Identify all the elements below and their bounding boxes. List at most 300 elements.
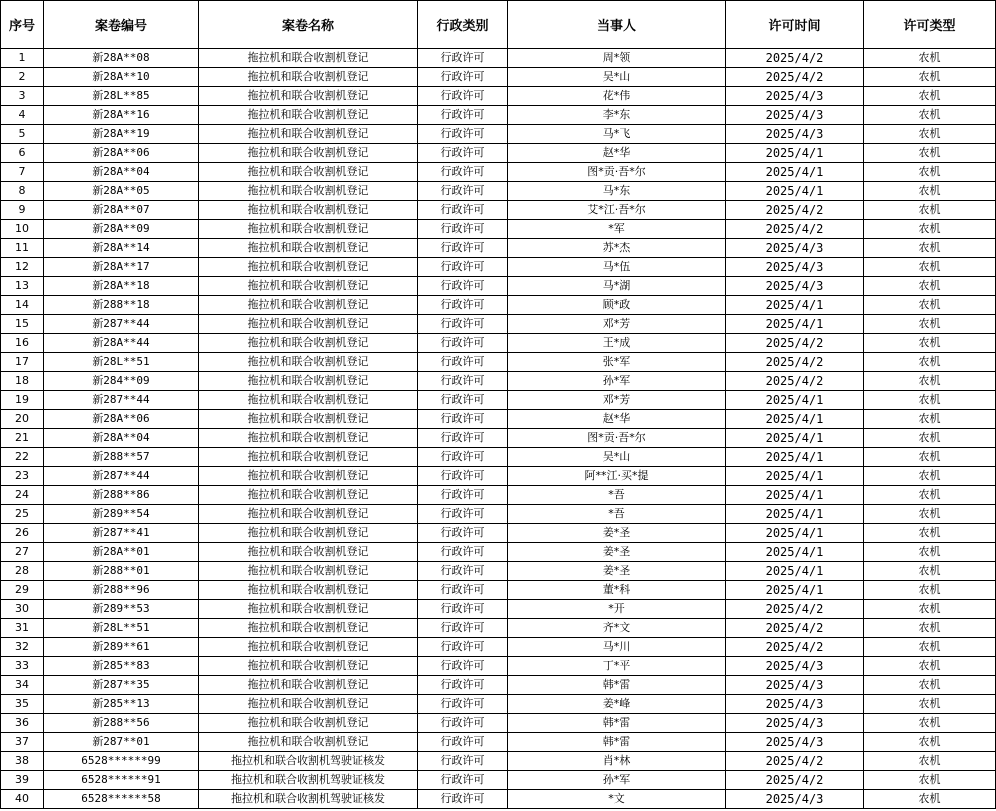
cell-index: 26 bbox=[1, 524, 44, 543]
cell-party: 丁*平 bbox=[508, 657, 726, 676]
cell-case-number: 新288**86 bbox=[44, 486, 199, 505]
table-row bbox=[1, 467, 996, 486]
cell-index: 18 bbox=[1, 372, 44, 391]
cell-permit-date: 2025/4/2 bbox=[726, 334, 864, 353]
cell-case-number: 新28A**19 bbox=[44, 125, 199, 144]
cell-party: 李*东 bbox=[508, 106, 726, 125]
cell-case-name: 拖拉机和联合收割机登记 bbox=[199, 68, 418, 87]
cell-case-number: 新289**53 bbox=[44, 600, 199, 619]
cell-case-number: 新284**09 bbox=[44, 372, 199, 391]
table-row bbox=[1, 695, 996, 714]
cell-admin-category: 行政许可 bbox=[418, 296, 508, 315]
cell-case-number: 新28A**17 bbox=[44, 258, 199, 277]
cell-index: 15 bbox=[1, 315, 44, 334]
cell-case-number: 新288**57 bbox=[44, 448, 199, 467]
cell-index: 40 bbox=[1, 790, 44, 809]
cell-case-name: 拖拉机和联合收割机登记 bbox=[199, 49, 418, 68]
cell-party: *军 bbox=[508, 220, 726, 239]
cell-permit-date: 2025/4/1 bbox=[726, 429, 864, 448]
cell-case-name: 拖拉机和联合收割机登记 bbox=[199, 733, 418, 752]
table-row bbox=[1, 429, 996, 448]
cell-permit-date: 2025/4/3 bbox=[726, 790, 864, 809]
table-row bbox=[1, 49, 996, 68]
cell-index: 8 bbox=[1, 182, 44, 201]
cell-index: 34 bbox=[1, 676, 44, 695]
cell-permit-type: 农机 bbox=[864, 296, 996, 315]
cell-admin-category: 行政许可 bbox=[418, 486, 508, 505]
cell-permit-date: 2025/4/3 bbox=[726, 733, 864, 752]
table-row bbox=[1, 258, 996, 277]
cell-party: *开 bbox=[508, 600, 726, 619]
cell-case-number: 新28A**16 bbox=[44, 106, 199, 125]
cell-case-name: 拖拉机和联合收割机登记 bbox=[199, 467, 418, 486]
cell-permit-type: 农机 bbox=[864, 258, 996, 277]
cell-index: 11 bbox=[1, 239, 44, 258]
cell-party: 赵*华 bbox=[508, 144, 726, 163]
cell-permit-date: 2025/4/1 bbox=[726, 524, 864, 543]
cell-admin-category: 行政许可 bbox=[418, 429, 508, 448]
table-row bbox=[1, 239, 996, 258]
table-body bbox=[1, 49, 996, 809]
cell-party: 姜*圣 bbox=[508, 524, 726, 543]
cell-permit-type: 农机 bbox=[864, 334, 996, 353]
cell-permit-date: 2025/4/2 bbox=[726, 600, 864, 619]
cell-case-name: 拖拉机和联合收割机登记 bbox=[199, 334, 418, 353]
table-row bbox=[1, 106, 996, 125]
cell-case-name: 拖拉机和联合收割机登记 bbox=[199, 714, 418, 733]
cell-case-name: 拖拉机和联合收割机登记 bbox=[199, 391, 418, 410]
cell-case-name: 拖拉机和联合收割机登记 bbox=[199, 429, 418, 448]
cell-admin-category: 行政许可 bbox=[418, 714, 508, 733]
cell-permit-date: 2025/4/2 bbox=[726, 220, 864, 239]
cell-permit-type: 农机 bbox=[864, 505, 996, 524]
cell-permit-date: 2025/4/3 bbox=[726, 676, 864, 695]
cell-index: 39 bbox=[1, 771, 44, 790]
cell-case-number: 新287**01 bbox=[44, 733, 199, 752]
cell-party: 肖*林 bbox=[508, 752, 726, 771]
cell-permit-date: 2025/4/3 bbox=[726, 695, 864, 714]
cell-case-name: 拖拉机和联合收割机登记 bbox=[199, 182, 418, 201]
cell-case-number: 新28A**44 bbox=[44, 334, 199, 353]
cell-party: 马*飞 bbox=[508, 125, 726, 144]
cell-case-name: 拖拉机和联合收割机登记 bbox=[199, 144, 418, 163]
cell-permit-type: 农机 bbox=[864, 600, 996, 619]
cell-permit-type: 农机 bbox=[864, 657, 996, 676]
cell-party: 花*伟 bbox=[508, 87, 726, 106]
cell-party: 周*领 bbox=[508, 49, 726, 68]
cell-admin-category: 行政许可 bbox=[418, 201, 508, 220]
cell-index: 2 bbox=[1, 68, 44, 87]
table-row bbox=[1, 68, 996, 87]
cell-case-name: 拖拉机和联合收割机登记 bbox=[199, 258, 418, 277]
cell-permit-type: 农机 bbox=[864, 410, 996, 429]
cell-permit-type: 农机 bbox=[864, 220, 996, 239]
cell-permit-date: 2025/4/3 bbox=[726, 87, 864, 106]
cell-permit-date: 2025/4/1 bbox=[726, 163, 864, 182]
cell-permit-type: 农机 bbox=[864, 752, 996, 771]
cell-permit-type: 农机 bbox=[864, 543, 996, 562]
cell-case-number: 新288**01 bbox=[44, 562, 199, 581]
cell-admin-category: 行政许可 bbox=[418, 752, 508, 771]
cell-permit-type: 农机 bbox=[864, 182, 996, 201]
cell-permit-type: 农机 bbox=[864, 125, 996, 144]
cell-case-number: 新287**35 bbox=[44, 676, 199, 695]
table-row bbox=[1, 505, 996, 524]
cell-case-number: 6528******91 bbox=[44, 771, 199, 790]
cell-permit-type: 农机 bbox=[864, 733, 996, 752]
cell-index: 20 bbox=[1, 410, 44, 429]
cell-permit-date: 2025/4/3 bbox=[726, 106, 864, 125]
table-row bbox=[1, 410, 996, 429]
cell-permit-type: 农机 bbox=[864, 638, 996, 657]
cell-admin-category: 行政许可 bbox=[418, 676, 508, 695]
cell-party: 邓*芳 bbox=[508, 315, 726, 334]
table-row bbox=[1, 448, 996, 467]
cell-permit-date: 2025/4/1 bbox=[726, 391, 864, 410]
cell-party: 王*成 bbox=[508, 334, 726, 353]
header-row bbox=[1, 1, 996, 49]
cell-permit-type: 农机 bbox=[864, 676, 996, 695]
cell-party: 韩*雷 bbox=[508, 714, 726, 733]
table-row bbox=[1, 201, 996, 220]
cell-party: 阿**江·买*提 bbox=[508, 467, 726, 486]
cell-party: 孙*军 bbox=[508, 771, 726, 790]
cell-case-number: 新287**44 bbox=[44, 391, 199, 410]
cell-permit-type: 农机 bbox=[864, 771, 996, 790]
cell-permit-date: 2025/4/3 bbox=[726, 258, 864, 277]
table-row bbox=[1, 315, 996, 334]
cell-party: 马*川 bbox=[508, 638, 726, 657]
cell-permit-date: 2025/4/1 bbox=[726, 182, 864, 201]
cell-admin-category: 行政许可 bbox=[418, 106, 508, 125]
cell-party: 姜*峰 bbox=[508, 695, 726, 714]
cell-admin-category: 行政许可 bbox=[418, 391, 508, 410]
cell-permit-date: 2025/4/3 bbox=[726, 714, 864, 733]
cell-index: 5 bbox=[1, 125, 44, 144]
cell-case-name: 拖拉机和联合收割机登记 bbox=[199, 619, 418, 638]
cell-permit-type: 农机 bbox=[864, 619, 996, 638]
table-row bbox=[1, 220, 996, 239]
cell-party: 孙*军 bbox=[508, 372, 726, 391]
cell-party: 苏*杰 bbox=[508, 239, 726, 258]
cell-case-number: 新28A**18 bbox=[44, 277, 199, 296]
cell-case-number: 新28A**08 bbox=[44, 49, 199, 68]
cell-party: 艾*江·吾*尔 bbox=[508, 201, 726, 220]
cell-case-number: 新28A**09 bbox=[44, 220, 199, 239]
cell-party: 图*贡·吾*尔 bbox=[508, 429, 726, 448]
cell-case-name: 拖拉机和联合收割机登记 bbox=[199, 657, 418, 676]
cell-case-name: 拖拉机和联合收割机登记 bbox=[199, 201, 418, 220]
table-row bbox=[1, 771, 996, 790]
cell-case-name: 拖拉机和联合收割机登记 bbox=[199, 87, 418, 106]
cell-index: 16 bbox=[1, 334, 44, 353]
cell-case-number: 新28L**85 bbox=[44, 87, 199, 106]
table-row bbox=[1, 657, 996, 676]
cell-party: *吾 bbox=[508, 486, 726, 505]
table-row bbox=[1, 372, 996, 391]
cell-permit-type: 农机 bbox=[864, 695, 996, 714]
cell-permit-type: 农机 bbox=[864, 429, 996, 448]
cell-admin-category: 行政许可 bbox=[418, 372, 508, 391]
cell-permit-type: 农机 bbox=[864, 277, 996, 296]
cell-admin-category: 行政许可 bbox=[418, 144, 508, 163]
cell-index: 30 bbox=[1, 600, 44, 619]
cell-index: 21 bbox=[1, 429, 44, 448]
cell-permit-date: 2025/4/2 bbox=[726, 771, 864, 790]
cell-index: 22 bbox=[1, 448, 44, 467]
cell-case-name: 拖拉机和联合收割机登记 bbox=[199, 372, 418, 391]
cell-permit-type: 农机 bbox=[864, 790, 996, 809]
cell-admin-category: 行政许可 bbox=[418, 163, 508, 182]
cell-permit-date: 2025/4/1 bbox=[726, 315, 864, 334]
cell-case-name: 拖拉机和联合收割机驾驶证核发 bbox=[199, 752, 418, 771]
cell-permit-type: 农机 bbox=[864, 581, 996, 600]
cell-admin-category: 行政许可 bbox=[418, 125, 508, 144]
cell-admin-category: 行政许可 bbox=[418, 277, 508, 296]
cell-permit-type: 农机 bbox=[864, 467, 996, 486]
cell-party: 邓*芳 bbox=[508, 391, 726, 410]
table-row bbox=[1, 182, 996, 201]
cell-party: 齐*文 bbox=[508, 619, 726, 638]
cell-permit-type: 农机 bbox=[864, 714, 996, 733]
cell-permit-date: 2025/4/3 bbox=[726, 125, 864, 144]
header-index: 序号 bbox=[1, 1, 44, 49]
cell-permit-type: 农机 bbox=[864, 448, 996, 467]
cell-case-number: 新28A**01 bbox=[44, 543, 199, 562]
cell-case-number: 新287**44 bbox=[44, 315, 199, 334]
cell-admin-category: 行政许可 bbox=[418, 695, 508, 714]
cell-permit-type: 农机 bbox=[864, 486, 996, 505]
cell-index: 13 bbox=[1, 277, 44, 296]
cell-admin-category: 行政许可 bbox=[418, 448, 508, 467]
cell-index: 29 bbox=[1, 581, 44, 600]
table-row bbox=[1, 638, 996, 657]
cell-permit-type: 农机 bbox=[864, 106, 996, 125]
cell-permit-date: 2025/4/1 bbox=[726, 144, 864, 163]
cell-case-number: 新28A**05 bbox=[44, 182, 199, 201]
cell-permit-type: 农机 bbox=[864, 239, 996, 258]
cell-party: 张*军 bbox=[508, 353, 726, 372]
cell-admin-category: 行政许可 bbox=[418, 790, 508, 809]
cell-permit-date: 2025/4/1 bbox=[726, 486, 864, 505]
cell-admin-category: 行政许可 bbox=[418, 410, 508, 429]
cell-admin-category: 行政许可 bbox=[418, 733, 508, 752]
cell-index: 1 bbox=[1, 49, 44, 68]
cell-index: 33 bbox=[1, 657, 44, 676]
cell-admin-category: 行政许可 bbox=[418, 315, 508, 334]
cell-party: 姜*圣 bbox=[508, 543, 726, 562]
cell-permit-date: 2025/4/2 bbox=[726, 638, 864, 657]
table-row bbox=[1, 619, 996, 638]
cell-admin-category: 行政许可 bbox=[418, 581, 508, 600]
cell-permit-type: 农机 bbox=[864, 163, 996, 182]
cell-permit-date: 2025/4/2 bbox=[726, 372, 864, 391]
cell-party: 马*伍 bbox=[508, 258, 726, 277]
cell-admin-category: 行政许可 bbox=[418, 600, 508, 619]
cell-case-name: 拖拉机和联合收割机登记 bbox=[199, 524, 418, 543]
cell-party: 图*贡·吾*尔 bbox=[508, 163, 726, 182]
cell-party: 韩*雷 bbox=[508, 733, 726, 752]
cell-index: 35 bbox=[1, 695, 44, 714]
cell-case-number: 新28A**10 bbox=[44, 68, 199, 87]
cell-case-number: 新288**18 bbox=[44, 296, 199, 315]
table-row bbox=[1, 87, 996, 106]
cell-case-number: 新28A**07 bbox=[44, 201, 199, 220]
cell-permit-date: 2025/4/3 bbox=[726, 657, 864, 676]
table-row bbox=[1, 391, 996, 410]
cell-party: *文 bbox=[508, 790, 726, 809]
cell-case-number: 新289**54 bbox=[44, 505, 199, 524]
cell-admin-category: 行政许可 bbox=[418, 258, 508, 277]
cell-case-name: 拖拉机和联合收割机登记 bbox=[199, 543, 418, 562]
cell-index: 12 bbox=[1, 258, 44, 277]
header-admin-category: 行政类别 bbox=[418, 1, 508, 49]
cell-admin-category: 行政许可 bbox=[418, 220, 508, 239]
cell-case-name: 拖拉机和联合收割机登记 bbox=[199, 125, 418, 144]
cell-case-name: 拖拉机和联合收割机登记 bbox=[199, 695, 418, 714]
cell-case-name: 拖拉机和联合收割机登记 bbox=[199, 220, 418, 239]
cell-case-number: 新28A**04 bbox=[44, 163, 199, 182]
table-row bbox=[1, 752, 996, 771]
cell-permit-type: 农机 bbox=[864, 315, 996, 334]
header-party: 当事人 bbox=[508, 1, 726, 49]
cell-permit-type: 农机 bbox=[864, 87, 996, 106]
table-row bbox=[1, 790, 996, 809]
cell-case-name: 拖拉机和联合收割机登记 bbox=[199, 638, 418, 657]
cell-permit-date: 2025/4/1 bbox=[726, 467, 864, 486]
cell-party: 顾*政 bbox=[508, 296, 726, 315]
cell-permit-type: 农机 bbox=[864, 201, 996, 220]
cell-permit-date: 2025/4/1 bbox=[726, 505, 864, 524]
cell-party: 马*东 bbox=[508, 182, 726, 201]
cell-permit-date: 2025/4/2 bbox=[726, 619, 864, 638]
cell-admin-category: 行政许可 bbox=[418, 353, 508, 372]
cell-case-name: 拖拉机和联合收割机登记 bbox=[199, 562, 418, 581]
cell-permit-date: 2025/4/1 bbox=[726, 581, 864, 600]
cell-permit-date: 2025/4/1 bbox=[726, 296, 864, 315]
cell-admin-category: 行政许可 bbox=[418, 638, 508, 657]
table-row bbox=[1, 581, 996, 600]
cell-case-number: 新28A**06 bbox=[44, 144, 199, 163]
cell-case-number: 6528******58 bbox=[44, 790, 199, 809]
cell-case-number: 新28L**51 bbox=[44, 619, 199, 638]
cell-permit-date: 2025/4/2 bbox=[726, 353, 864, 372]
table-row bbox=[1, 676, 996, 695]
cell-index: 10 bbox=[1, 220, 44, 239]
table-row bbox=[1, 296, 996, 315]
cell-case-number: 新285**13 bbox=[44, 695, 199, 714]
cell-party: 吴*山 bbox=[508, 68, 726, 87]
header-permit-date: 许可时间 bbox=[726, 1, 864, 49]
cell-case-name: 拖拉机和联合收割机登记 bbox=[199, 296, 418, 315]
cell-admin-category: 行政许可 bbox=[418, 543, 508, 562]
cell-party: 吴*山 bbox=[508, 448, 726, 467]
cell-admin-category: 行政许可 bbox=[418, 562, 508, 581]
cell-index: 31 bbox=[1, 619, 44, 638]
table-row bbox=[1, 562, 996, 581]
cell-permit-type: 农机 bbox=[864, 372, 996, 391]
cell-case-number: 新28L**51 bbox=[44, 353, 199, 372]
cell-permit-type: 农机 bbox=[864, 144, 996, 163]
cell-case-number: 新28A**14 bbox=[44, 239, 199, 258]
cell-admin-category: 行政许可 bbox=[418, 505, 508, 524]
cell-index: 3 bbox=[1, 87, 44, 106]
cell-permit-date: 2025/4/3 bbox=[726, 239, 864, 258]
cell-case-number: 6528******99 bbox=[44, 752, 199, 771]
cell-index: 17 bbox=[1, 353, 44, 372]
table-row bbox=[1, 714, 996, 733]
cell-admin-category: 行政许可 bbox=[418, 182, 508, 201]
cell-case-name: 拖拉机和联合收割机登记 bbox=[199, 163, 418, 182]
cell-index: 28 bbox=[1, 562, 44, 581]
cell-index: 32 bbox=[1, 638, 44, 657]
cell-case-name: 拖拉机和联合收割机登记 bbox=[199, 676, 418, 695]
cell-case-name: 拖拉机和联合收割机驾驶证核发 bbox=[199, 771, 418, 790]
cell-admin-category: 行政许可 bbox=[418, 87, 508, 106]
table-row bbox=[1, 334, 996, 353]
table-row bbox=[1, 524, 996, 543]
cell-index: 38 bbox=[1, 752, 44, 771]
cell-case-name: 拖拉机和联合收割机登记 bbox=[199, 277, 418, 296]
table-row bbox=[1, 144, 996, 163]
cell-case-name: 拖拉机和联合收割机登记 bbox=[199, 600, 418, 619]
cell-admin-category: 行政许可 bbox=[418, 619, 508, 638]
cell-party: 赵*华 bbox=[508, 410, 726, 429]
cell-admin-category: 行政许可 bbox=[418, 467, 508, 486]
cell-index: 37 bbox=[1, 733, 44, 752]
cell-index: 7 bbox=[1, 163, 44, 182]
cell-admin-category: 行政许可 bbox=[418, 239, 508, 258]
cell-case-number: 新289**61 bbox=[44, 638, 199, 657]
cell-index: 27 bbox=[1, 543, 44, 562]
table-row bbox=[1, 353, 996, 372]
cell-permit-type: 农机 bbox=[864, 524, 996, 543]
cell-case-name: 拖拉机和联合收割机登记 bbox=[199, 106, 418, 125]
cell-case-name: 拖拉机和联合收割机登记 bbox=[199, 239, 418, 258]
header-case-number: 案卷编号 bbox=[44, 1, 199, 49]
cell-permit-date: 2025/4/2 bbox=[726, 752, 864, 771]
cell-permit-date: 2025/4/3 bbox=[726, 277, 864, 296]
cell-index: 24 bbox=[1, 486, 44, 505]
cell-case-number: 新28A**06 bbox=[44, 410, 199, 429]
cell-permit-date: 2025/4/1 bbox=[726, 543, 864, 562]
cell-permit-type: 农机 bbox=[864, 391, 996, 410]
cell-case-name: 拖拉机和联合收割机登记 bbox=[199, 486, 418, 505]
cell-index: 36 bbox=[1, 714, 44, 733]
table-row bbox=[1, 600, 996, 619]
header-case-name: 案卷名称 bbox=[199, 1, 418, 49]
cell-admin-category: 行政许可 bbox=[418, 49, 508, 68]
cell-case-name: 拖拉机和联合收割机登记 bbox=[199, 581, 418, 600]
cell-permit-date: 2025/4/2 bbox=[726, 49, 864, 68]
cell-permit-type: 农机 bbox=[864, 353, 996, 372]
cell-case-name: 拖拉机和联合收割机登记 bbox=[199, 353, 418, 372]
cell-index: 9 bbox=[1, 201, 44, 220]
cell-permit-type: 农机 bbox=[864, 562, 996, 581]
cell-admin-category: 行政许可 bbox=[418, 68, 508, 87]
cell-case-number: 新287**41 bbox=[44, 524, 199, 543]
table-row bbox=[1, 125, 996, 144]
cell-index: 6 bbox=[1, 144, 44, 163]
cell-case-number: 新285**83 bbox=[44, 657, 199, 676]
cell-case-number: 新287**44 bbox=[44, 467, 199, 486]
cell-case-name: 拖拉机和联合收割机登记 bbox=[199, 410, 418, 429]
cell-case-number: 新28A**04 bbox=[44, 429, 199, 448]
table-row bbox=[1, 733, 996, 752]
cell-party: 姜*圣 bbox=[508, 562, 726, 581]
table-row bbox=[1, 543, 996, 562]
table-row bbox=[1, 486, 996, 505]
